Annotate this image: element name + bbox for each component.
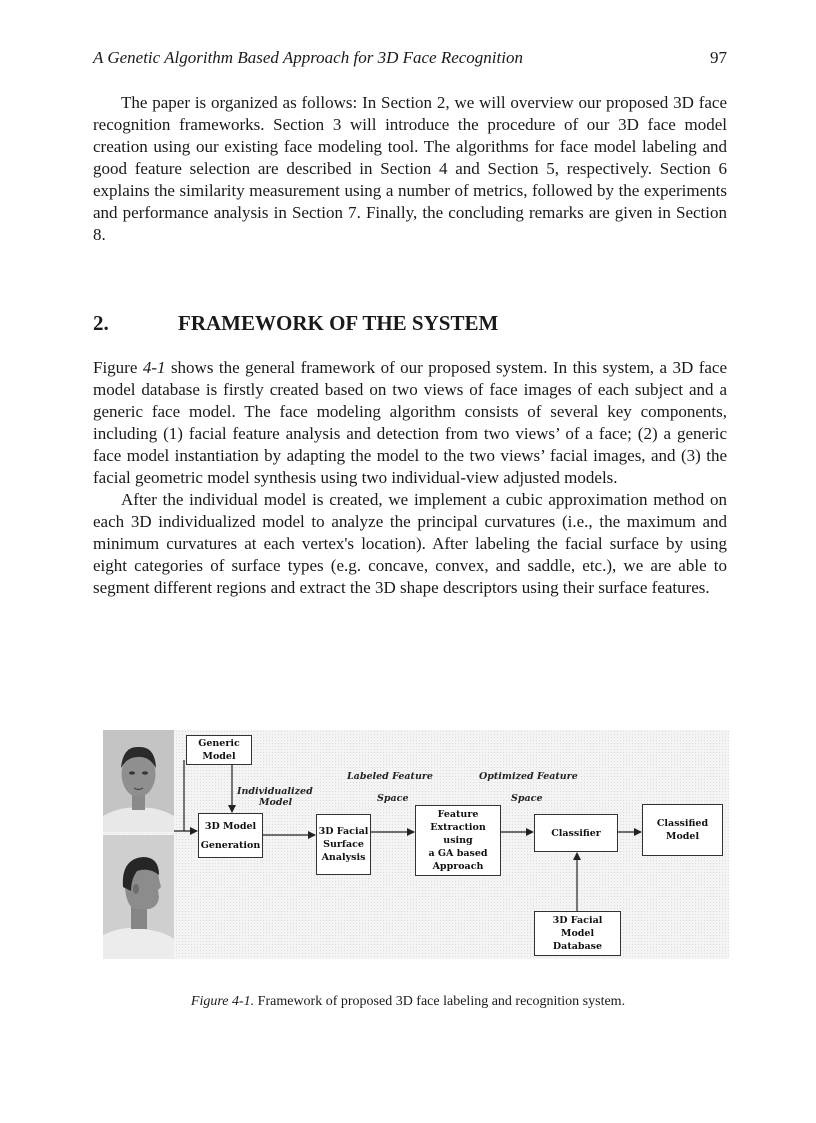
- caption-text: Framework of proposed 3D face labeling and recognition system.: [254, 994, 626, 1009]
- framework-figure: [103, 730, 729, 959]
- framework-paragraph-2: After the individual model is created, we implement a cubic approximation method on each 3D individualized model to analyze the principal curvatures (i.e., the maximum and minimum curvatures at each vertex's location). After labeling the facial surface by using eight categories of surface types (e.g. concave, convex, and saddle, etc.), we are able to segment different regions and extract the 3D shape descriptors using their surface features.: [93, 490, 727, 597]
- figure-ref-prefix: Figure: [93, 358, 143, 377]
- optimized-feature-label-line1: Optimized Feature: [479, 771, 578, 782]
- generic-model-label: Generic Model: [198, 738, 240, 762]
- page-number: 97: [710, 48, 727, 67]
- feature-extraction-label-line3: a GA based: [428, 848, 488, 859]
- section-title: FRAMEWORK OF THE SYSTEM: [178, 311, 499, 335]
- running-title: A Genetic Algorithm Based Approach for 3D Face Recognition: [93, 48, 523, 67]
- labeled-feature-label-line2: Space: [377, 793, 409, 804]
- surface-analysis-label-line2: Surface: [323, 839, 364, 850]
- individualized-label-line1: Individualized: [237, 786, 313, 797]
- feature-extraction-label-line4: Approach: [432, 861, 484, 872]
- classified-model-label-line1: Classified: [656, 818, 709, 829]
- individualized-label-line2: Model: [259, 797, 293, 808]
- labeled-feature-label-line1: Labeled Feature: [347, 771, 433, 782]
- database-label-line1: 3D Facial Model: [552, 915, 603, 939]
- surface-analysis-label-line3: Analysis: [321, 852, 366, 863]
- figure-caption: [0, 994, 816, 1010]
- intro-paragraph: The paper is organized as follows: In Section 2, we will overview our proposed 3D face recognition frameworks. Section 3 will introduce the procedure of our 3D face model creation using our existing face modeling tool. The algorithms for face model labeling and good feature selection are described in Section 4 and Section 5, respectively. Section 6 explains the similarity measurement using a number of metrics, followed by the experiments and performance analysis in Section 7. Finally, the concluding remarks are given in Section 8.: [93, 93, 727, 244]
- figure-ref: 4-1: [142, 358, 166, 377]
- classified-model-label-line2: Model: [665, 831, 700, 842]
- feature-extraction-label-line1: Feature: [437, 809, 479, 820]
- flow-arrows: [103, 730, 729, 959]
- surface-analysis-label-line1: 3D Facial: [318, 826, 369, 837]
- classifier-label: Classifier: [551, 827, 601, 839]
- feature-extraction-label-line2: Extraction using: [430, 822, 486, 846]
- framework-paragraph-1-text: shows the general framework of our proposed system. In this system, a 3D face model database is firstly created based on two views of face images of each subject and a generic face model. The face modeling algorithm consists of several key components, including (1) facial feature analysis and detection from two views’ of a face; (2) a generic face model instantiation by adapting the model to the two views’ facial images, and (3) the facial geometric model synthesis using two individual-view adjusted models.: [93, 358, 727, 487]
- database-label-line2: Database: [552, 941, 603, 952]
- model-generation-label-line1: 3D Model: [204, 820, 257, 832]
- optimized-feature-label-line2: Space: [511, 793, 543, 804]
- intro-section: [93, 92, 727, 246]
- model-generation-label-line2: Generation: [200, 839, 261, 851]
- section-number: 2.: [93, 311, 109, 335]
- framework-text: [93, 357, 727, 599]
- running-head: [93, 48, 727, 70]
- framework-paragraph-1: [93, 357, 727, 489]
- caption-label: Figure 4-1.: [190, 994, 255, 1009]
